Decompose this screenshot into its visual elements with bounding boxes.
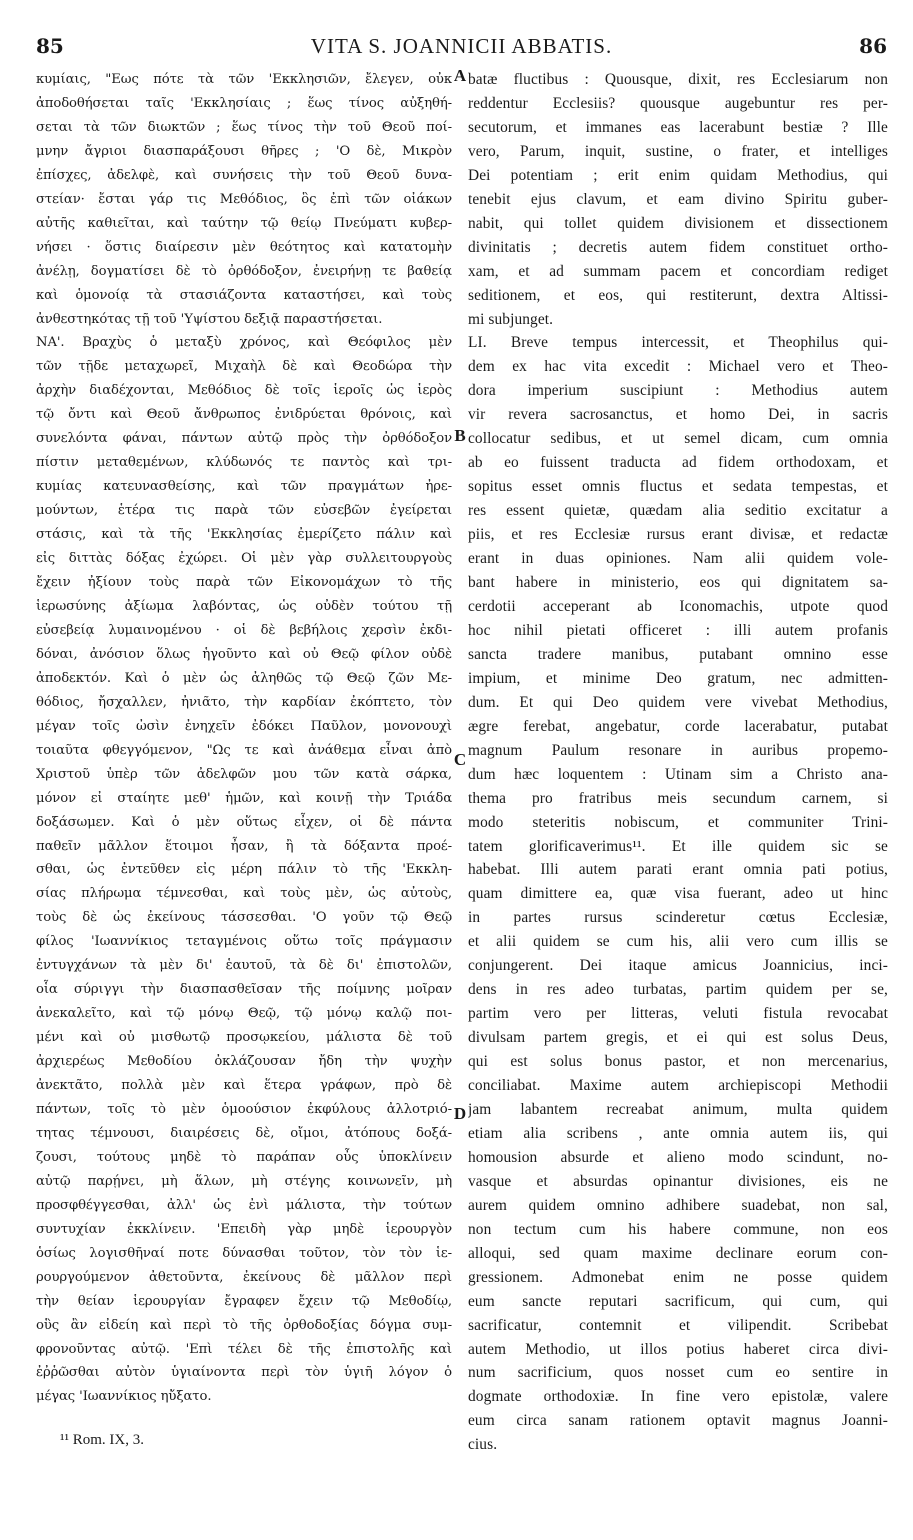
page-number-left: 85 (36, 34, 64, 58)
text-line: seditionem, et eos, qui restiterunt, dextra Altissi- (468, 286, 888, 304)
text-line: vero, Parum, inquit, sustine, o frater, et intelliges (468, 142, 888, 160)
page-header (36, 34, 887, 64)
text-line: ἀνεκτᾶτο, πολλὰ μὲν καὶ ἕτερα γράφων, πρὸ δὲ (36, 1078, 452, 1094)
text-line: Χριστοῦ ὑπὲρ τῶν ἀδελφῶν μου τῶν κατὰ σάρκα, (36, 766, 452, 782)
text-line: dum hæc loquentem : Utinam sim a Christo ana- (468, 765, 888, 783)
text-line: ἀποδοθήσεται ταῖς 'Εκκλησίαις ; ἕως τίνος αὐξηθή- (36, 95, 452, 111)
text-line: σθαι, ὡς ἐντεῦθεν εἰς μέρη πάλιν τὸ τῆς 'Εκκλη- (36, 862, 452, 878)
text-line: bant habere in ministerio, eos qui dignitatem sa- (468, 574, 888, 592)
text-line: μόνον εἰ σταίητε μεθ' ἡμῶν, καὶ κοινῇ τὴν Τριάδα (36, 790, 452, 806)
text-line: μέγας 'Ιωαννίκιος ηὔξατο. (36, 1389, 212, 1405)
text-line: δοξάσωμεν. Καὶ ὁ μὲν οὕτως εἶχεν, οἱ δὲ πάντα (36, 814, 452, 830)
text-line: κυμίας κατευνασθείσης, καὶ τῶν πραγμάτων ἠρε- (36, 479, 452, 495)
text-line: modo steteritis nobiscum, et communiter Trini- (468, 813, 888, 831)
text-line: οὓς ἂν εἰδείη καὶ περὶ τὸ τῆς ὀρθοδοξίας δόγμα συμ- (36, 1317, 452, 1333)
text-line: μέγαν τοῖς ὠσὶν ἐνηχεῖν ἐδόκει Παῦλον, μονονουχὶ (36, 718, 452, 734)
text-line: jam labantem recreabat animum, multa quidem (468, 1100, 888, 1118)
text-line: reddentur Ecclesiis? quousque augebuntur res per- (468, 94, 888, 112)
text-line: dum. Et qui Deo quidem vere vivebat Methodius, (468, 693, 888, 711)
text-line: erant in duas opiniones. Nam alii quidem vole- (468, 550, 888, 568)
text-line: quam dimittere ea, quæ visa fuerant, adeo ut hinc (468, 885, 888, 903)
text-line: habebat. Illi autem parati erant omnia pati potius, (468, 861, 888, 879)
text-line: collocatur sedibus, et ut semel dicam, cum omnia (468, 430, 888, 448)
text-line: ἀποδεκτόν. Καὶ ὁ μὲν ὡς ἀληθῶς τῷ Θεῷ ζῶν Με- (36, 670, 452, 686)
text-line: ἀνεκαλεῖτο, καὶ τῷ μόνῳ Θεῷ, τῷ μόνῳ καλῷ ποι- (36, 1006, 452, 1022)
text-line: στείαν· ἔσται γάρ τις Μεθόδιος, ὃς ἐπὶ τῶν οἰάκων (36, 191, 452, 207)
text-line: ἔχειν ἠξίουν τοὺς παρὰ τῶν Εἰκονομάχων τὸ τῆς (36, 575, 452, 591)
running-title: VITA S. JOANNICII ABBATIS. (310, 34, 613, 58)
text-line: ἱερωσύνης ἀξίωμα λαβόντας, ὡς οὐδὲν τούτου τῇ (36, 598, 452, 614)
text-line: νήσει · ὅστις διαίρεσιν μὲν θεότητος καὶ κατατομὴν (36, 239, 452, 255)
text-line: ζουσι, τούτους μηδὲ τὸ παράπαν οὖς ὑποκλίνειν (36, 1149, 452, 1165)
text-line: thema pro fratribus meis secundum carnem, si (468, 789, 888, 807)
text-line: Dei potentiam ; erit enim quidam Methodius, qui (468, 166, 888, 184)
text-line: divinitatis ; decretis autem fidem constituet ortho- (468, 238, 888, 256)
text-line: προσφθέγγεσθαι, ἀλλ' ὡς ἐνὶ μάλιστα, τὴν τούτων (36, 1197, 452, 1213)
text-line: xam, et ad summam pacem et concordiam rediget (468, 262, 888, 280)
text-line: ægre ferebat, angebatur, corde lacerabatur, putabat (468, 717, 888, 735)
text-line: cius. (468, 1436, 498, 1454)
text-line: sopitus esset omnis fluctus et sedata tempestas, et (468, 478, 888, 496)
text-line: magnum Paulum resonare in auribus propemo- (468, 741, 888, 759)
text-line: alloqui, sed quam maxime declinare eorum con- (468, 1244, 888, 1262)
text-line: τὴν θείαν ἱερουργίαν ἔγραφεν ἔχειν τῷ Μεθοδίῳ, (36, 1293, 452, 1309)
text-line: non tectum cum his habere commune, non eos (468, 1220, 888, 1238)
text-line: autem Methodio, ut illos potius haberet circa divi- (468, 1340, 888, 1358)
text-line: batæ fluctibus : Quousque, dixit, res Ecclesiarum non (468, 71, 888, 88)
text-line: tenebit ejus clavum, et eam divino Spiritu guber- (468, 190, 888, 208)
text-line: num sacrificium, quos nosset cum eo sentire in (468, 1364, 888, 1382)
text-line: μνην ἄγριοι διασπαράξουσι θῆρες ; 'Ο δὲ, Μικρὸν (36, 143, 452, 159)
text-line: dens in res adeo turbatas, partim quidem per se, (468, 981, 888, 999)
text-line: vir revera sacrosanctus, et homo Dei, in sacris (468, 406, 888, 424)
text-line: σεται τὰ τῶν διωκτῶν ; ἕως τίνος τὴν τοῦ Θεοῦ ποί- (36, 119, 452, 135)
margin-marker-a: A (453, 66, 467, 85)
text-line: aurem quidem omnino adhibere suadebat, non sal, (468, 1196, 888, 1214)
text-line: tatem glorificaverimus¹¹. Et ille quidem sic se (468, 837, 888, 855)
text-line: res essent quietæ, quædam alia seditio excitatur a (468, 502, 888, 520)
text-line: τοιαῦτα φθεγγόμενον, "Ως τε καὶ ἀνάθεμα εἶναι ἀπὸ (36, 742, 452, 758)
text-line: qui est solus bonus pastor, et non mercenarius, (468, 1053, 888, 1071)
text-line: πάντων, τοῖς τὸ μὲν ὁμοούσιον ἐκφύλους ἀλλοτριό- (36, 1101, 452, 1117)
text-line: ab eo fuissent traducta ad fidem orthodoxam, et (468, 454, 888, 472)
text-line: partim vero per litteras, veluti fistula revocabat (468, 1005, 888, 1023)
text-line: καὶ ὁμονοίᾳ τὰ στασιάζοντα καταστήσει, καὶ τοὺς (36, 287, 452, 303)
text-line: αὐτῆς καθιεῖται, καὶ ταύτην τῷ θείῳ Πνεύματι κυβερ- (36, 215, 452, 231)
text-line: mi subjunget. (468, 310, 554, 328)
text-line: στάσις, καὶ τὰ τῆς 'Εκκλησίας ἐμερίζετο πάλιν καὶ (36, 527, 452, 543)
text-line: dogmate orthodoxiæ. In fine vero epistolæ, valere (468, 1388, 888, 1406)
text-line: σίας πλήρωμα τέμνεσθαι, καὶ τοὺς μὲν, ὡς αὐτοὺς, (36, 886, 452, 902)
text-line: φίλος 'Ιωαννίκιος τεταγμένοις οὕτω τοῖς πράγμασιν (36, 934, 452, 950)
text-line: φρονοῦντας αὐτῷ. 'Επὶ τέλει δὲ τῆς ἐπιστολῆς καὶ (36, 1341, 452, 1357)
text-line: αὐτῷ παρῄνει, μὴ ἅλων, μὴ στέγης κοινωνεῖν, μὴ (36, 1173, 452, 1189)
text-line: ὁσίως λογισθῆναί ποτε δύνασθαι τοῦτον, τὸν τὸν ἱε- (36, 1245, 452, 1261)
text-line: etiam alia scribens , ante omnia autem iis, qui (468, 1124, 888, 1142)
footnote: ¹¹ Rom. IX, 3. (60, 1432, 144, 1448)
text-line: εὐσεβείᾳ λυμαινομένου · οἱ δὲ βεβήλοις χερσὶν ἐκδι- (36, 622, 452, 638)
text-line: οἷα σύριγγι τὴν διασπασθεῖσαν τῆς ποίμνης μοῖραν (36, 982, 452, 998)
text-line: ἀνέλῃ, δογματίσει δὲ τὸ ὀρθόδοξον, ἐνειρήνῃ τε βαθείᾳ (36, 263, 452, 279)
text-line: sacrificatur, contemnit et vilipendit. Scribebat (468, 1316, 888, 1334)
text-line: dora imperium suscipiunt : Methodius autem (468, 382, 888, 400)
text-line: θόδιος, ἤσχαλλεν, ἠνιᾶτο, τὴν καρδίαν ἐκόπτετο, τὸν (36, 694, 452, 710)
text-line: impium, et minime Deo gratum, nec admitten- (468, 669, 888, 687)
text-line: et alii quidem se cum his, alii vero cum illis se (468, 933, 888, 951)
text-line: δόναι, ἀνόσιον ὅλως ἡγοῦντο καὶ οὐ Θεῷ φίλον οὐδὲ (36, 646, 452, 662)
text-line: ἐπίσχες, ἀδελφὲ, καὶ συνήσεις τὴν τοῦ Θεοῦ δυνα- (36, 167, 452, 183)
text-line: gressionem. Admonebat enim ne posse quidem (468, 1268, 888, 1286)
page-number-right: 86 (859, 34, 887, 58)
text-line: τητας τέμνουσι, διαιρέσεις δὲ, οἴμοι, ἀτόπους δοξά- (36, 1125, 452, 1141)
text-line: conjungerent. Dei itaque amicus Joannicius, inci- (468, 957, 888, 975)
text-line: μούντων, ἑτέρα τις παρὰ τῶν εὐσεβῶν ἐγείρεται (36, 503, 452, 519)
text-line: nabit, qui tollet quidem divisionem et dissectionem (468, 214, 888, 232)
text-line: LI. Breve tempus intercessit, et Theophilus qui- (468, 334, 888, 352)
text-line: cerdotii acceperant ab Iconomachis, utpote quod (468, 597, 888, 615)
text-line: eum sancte reputari sacrificum, qui cum, qui (468, 1292, 888, 1310)
text-line: πίστιν μεταθεμένων, κλύδωνός τε παντὸς καὶ τρι- (36, 455, 452, 471)
text-line: secutorum, et immanes eas lacerabunt bestiæ ? Ille (468, 118, 888, 136)
text-line: μένι καὶ οὐ μισθωτῷ προσῳκείου, μάλιστα δὲ τοῦ (36, 1030, 452, 1046)
text-line: κυμίαις, "Εως πότε τὰ τῶν 'Εκκλησιῶν, ἔλεγεν, οὐκ (36, 72, 452, 87)
margin-marker-d: D (453, 1104, 467, 1123)
greek-column (36, 68, 452, 1409)
text-line: divulsam partem gregis, et ei qui est solus Deus, (468, 1029, 888, 1047)
text-line: ἀνθεστηκότας τῇ τοῦ 'Υψίστου δεξιᾷ παραστήσεται. (36, 311, 383, 327)
text-line: ΝΑ'. Βραχὺς ὁ μεταξὺ χρόνος, καὶ Θεόφιλος μὲν (36, 335, 452, 351)
margin-marker-b: B (454, 426, 466, 445)
text-line: τοὺς δὲ ὡς ἐκείνους τάσσεσθαι. 'Ο γοῦν τῷ Θεῷ (36, 910, 452, 926)
text-line: in partes rursus scinderetur cœtus Ecclesiæ, (468, 909, 888, 927)
text-line: ἐντυγχάνων τὰ μὲν δι' ἑαυτοῦ, τὰ δὲ δι' ἐπιστολῶν, (36, 958, 452, 974)
text-line: εἰς διττὰς δόξας ἐχώρει. Οἱ μὲν γὰρ συλλειτουργοὺς (36, 551, 452, 567)
text-line: hoc nihil pietati officeret : illi autem profanis (468, 621, 888, 639)
text-line: ἀρχὴν διαδέχονται, Μεθόδιος δὲ τοῖς ἱεροῖς ὡς ἱερὸς (36, 383, 452, 399)
text-line: συντυχίαν ἐκκλίνειν. 'Επειδὴ γὰρ μηδὲ ἱερουργὸν (36, 1221, 452, 1237)
text-line: vasque et absurdas opinantur divisiones, eis ne (468, 1172, 888, 1190)
margin-marker-c: C (453, 750, 467, 769)
text-line: sancta tradere manibus, putabant omnino esse (468, 645, 888, 663)
text-line: ρουργούμενον ἀθετοῦντα, ἐκείνους δὲ μᾶλλον περὶ (36, 1269, 452, 1285)
text-line: τῷ ὄντι καὶ Θεοῦ ἄνθρωπος ἐνιδρύεται θρόνοις, καὶ (36, 407, 452, 423)
text-line: eum circa sanam rationem optavit magnus Joanni- (468, 1412, 888, 1430)
latin-column (468, 68, 888, 1457)
text-line: piis, et res Ecclesiæ rursus erant divisæ, et redactæ (468, 526, 888, 544)
text-line: ἀρχιερέως Μεθοδίου ὀκλάζουσαν ἤδη τὴν ψυχὴν (36, 1054, 452, 1070)
text-line: τῶν τῇδε μεταχωρεῖ, Μιχαὴλ δὲ καὶ Θεοδώρα τὴν (36, 359, 452, 375)
text-line: συνελόντα φάναι, πάντων αὐτῷ πρὸς τὴν ὀρθόδοξον (36, 431, 452, 447)
text-line: παθεῖν μᾶλλον ἕτοιμοι ἦσαν, ἢ τὰ δόξαντα προέ- (36, 838, 452, 854)
text-line: ἐῤῥῶσθαι αὐτὸν ὑγιαίνοντα περὶ τὸν ὑγιῆ λόγον ὁ (36, 1365, 452, 1381)
text-line: homousion absurde et alieno modo scindunt, no- (468, 1148, 888, 1166)
text-line: conciliabat. Maxime autem archiepiscopi Methodii (468, 1077, 888, 1095)
text-line: dem ex hac vita excedit : Michael vero et Theo- (468, 358, 888, 376)
